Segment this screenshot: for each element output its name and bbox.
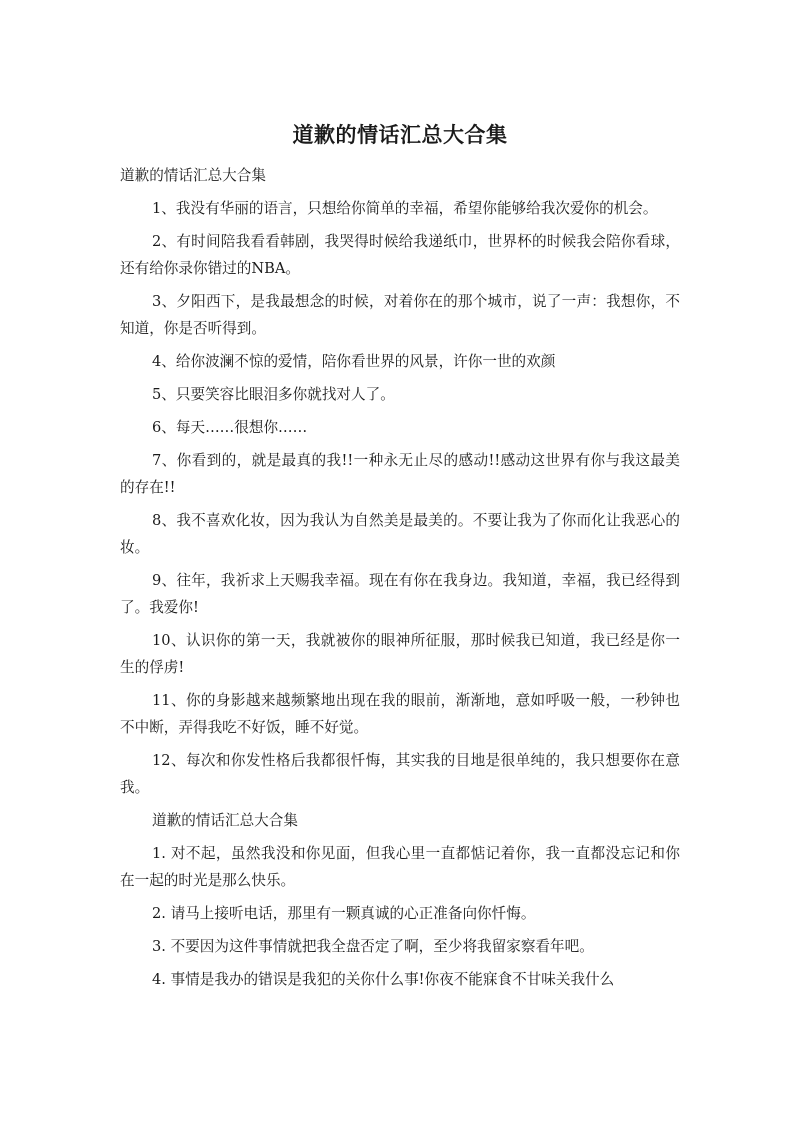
paragraph: 12、每次和你发性格后我都很忏悔，其实我的目地是很单纯的，我只想要你在意我。 [120, 752, 680, 796]
document-body [120, 162, 680, 999]
paragraph: 道歉的情话汇总大合集 [152, 812, 298, 829]
paragraph: 1. 对不起，虽然我没和你见面，但我心里一直都惦记着你，我一直都没忘记和你在一起的时光是那么快乐。 [120, 845, 680, 889]
paragraph: 5、只要笑容比眼泪多你就找对人了。 [152, 386, 395, 403]
paragraph: 3. 不要因为这件事情就把我全盘否定了啊，至少将我留家察看年吧。 [152, 938, 594, 955]
paragraph: 4. 事情是我办的错误是我犯的关你什么事!你夜不能寐食不甘味关我什么 [152, 971, 615, 988]
paragraph: 7、你看到的，就是最真的我!!一种永无止尽的感动!!感动这世界有你与我这最美的存在!! [120, 452, 680, 496]
paragraph: 8、我不喜欢化妆，因为我认为自然美是最美的。不要让我为了你而化让我恶心的妆。 [120, 512, 680, 556]
paragraph: 9、往年，我祈求上天赐我幸福。现在有你在我身边。我知道，幸福，我已经得到了。我爱你! [120, 572, 680, 616]
document-title: 道歉的情话汇总大合集 [292, 123, 508, 147]
paragraph: 2、有时间陪我看看韩剧，我哭得时候给我递纸巾，世界杯的时候我会陪你看球，还有给你录你错过的NBA。 [120, 233, 680, 277]
paragraph: 4、给你波澜不惊的爱情，陪你看世界的风景，许你一世的欢颜 [152, 353, 556, 370]
paragraph: 道歉的情话汇总大合集 [120, 167, 266, 184]
paragraph: 2. 请马上接听电话，那里有一颗真诚的心正准备向你忏悔。 [152, 905, 536, 922]
paragraph: 6、每天……很想你…… [152, 419, 308, 436]
paragraph: 10、认识你的第一天，我就被你的眼神所征服，那时候我已知道，我已经是你一生的俘虏! [120, 632, 680, 676]
paragraph: 11、你的身影越来越频繁地出现在我的眼前，渐渐地，意如呼吸一般，一秒钟也不中断，弄得我吃不好饭，睡不好觉。 [120, 692, 680, 736]
paragraph: 3、夕阳西下，是我最想念的时候，对着你在的那个城市，说了一声：我想你，不知道，你是否听得到。 [120, 293, 680, 337]
paragraph: 1、我没有华丽的语言，只想给你简单的幸福，希望你能够给我次爱你的机会。 [152, 200, 658, 217]
